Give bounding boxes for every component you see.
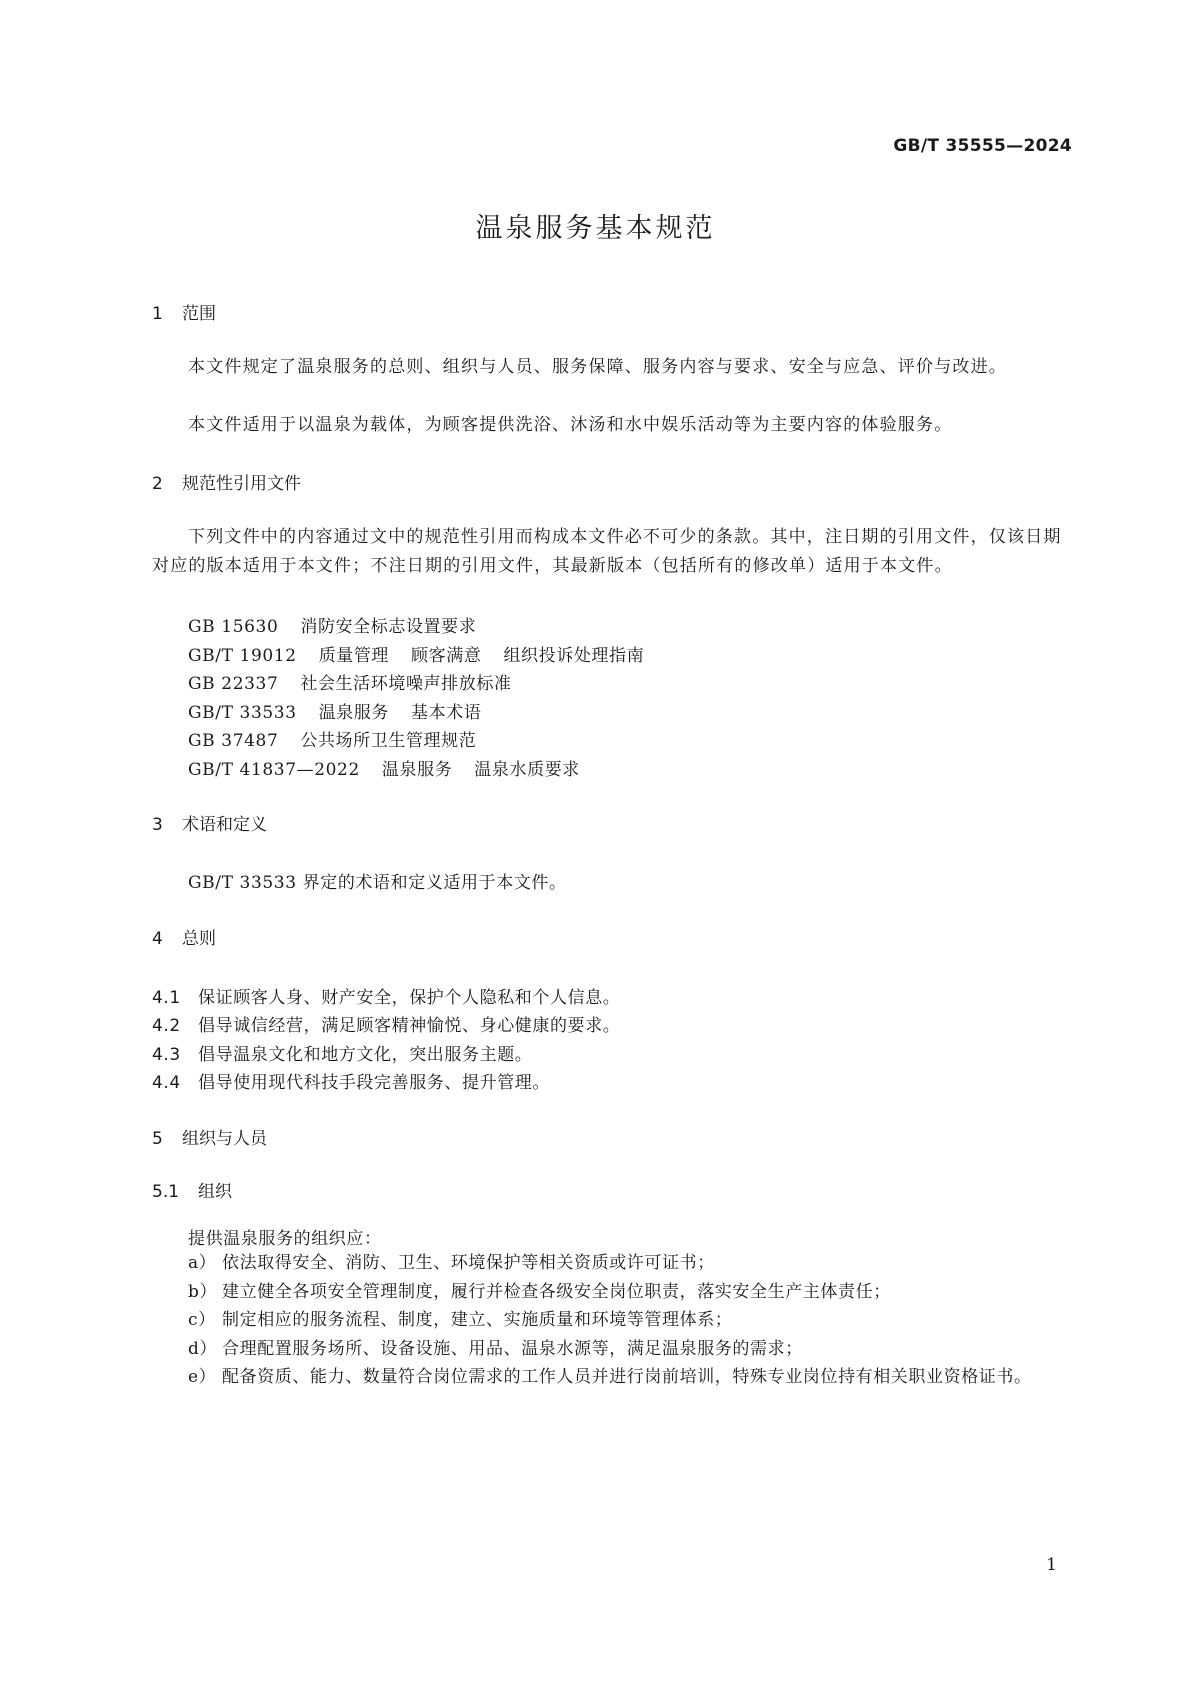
reference-title-part-2: 基本术语 [411,703,482,723]
reference-title: 消防安全标志设置要求 [300,617,477,637]
reference-item [188,726,476,751]
document-title: 温泉服务基本规范 [475,213,716,244]
subsection-5-1-heading [152,1177,232,1202]
subsection-title: 组织 [198,1182,232,1202]
section-number: 3 [152,815,163,835]
page-number: 1 [1046,1555,1057,1575]
list-text: 依法取得安全、消防、卫生、环境保护等相关资质或许可证书； [222,1253,715,1273]
section-number: 2 [152,474,163,494]
clause-text: 保证顾客人身、财产安全，保护个人隐私和个人信息。 [198,988,621,1008]
list-item [188,1248,1073,1278]
section-3-heading [152,810,267,835]
reference-title: 温泉服务 [318,703,390,723]
section-1-paragraph-2: 本文件适用于以温泉为载体，为顾客提供洗浴、沐汤和水中娱乐活动等为主要内容的体验服务。 [188,415,953,435]
clause-4-4 [152,1068,550,1093]
reference-code: GB 37487 [188,731,279,751]
section-title: 规范性引用文件 [182,474,301,494]
document-number: GB/T 35555—2024 [893,136,1072,156]
list-marker: b） [188,1282,218,1302]
section-2-heading [152,469,301,494]
list-item [188,1277,1073,1307]
reference-title: 公共场所卫生管理规范 [300,731,477,751]
list-text: 制定相应的服务流程、制度，建立、实施质量和环境等管理体系； [222,1310,733,1330]
section-2-paragraph-1: 下列文件中的内容通过文中的规范性引用而构成本文件必不可少的条款。其中，注日期的引用文件，仅该日期对应的版本适用于本文件；不注日期的引用文件，其最新版本（包括所有的修改单）适用于本文件。 [152,527,1062,576]
section-title: 总则 [182,929,216,949]
list-text: 配备资质、能力、数量符合岗位需求的工作人员并进行岗前培训，特殊专业岗位持有相关职业资格证书。 [222,1367,1032,1387]
reference-item [188,612,476,637]
reference-code: GB/T 33533 [188,703,297,723]
reference-item [188,669,512,694]
list-text: 建立健全各项安全管理制度，履行并检查各级安全岗位职责，落实安全生产主体责任； [222,1282,891,1302]
list-item [188,1362,1073,1392]
list-marker: a） [188,1253,217,1273]
clause-text: 倡导温泉文化和地方文化，突出服务主题。 [198,1045,533,1065]
reference-title: 质量管理 [318,646,390,666]
reference-code: GB/T 41837—2022 [188,760,360,780]
list-item [188,1334,1073,1364]
reference-title-part-2: 温泉水质要求 [474,760,580,780]
section-4-heading [152,924,216,949]
list-marker: c） [188,1310,216,1330]
reference-code: GB 22337 [188,674,279,694]
clause-number: 4.2 [152,1016,181,1036]
clause-text: 倡导使用现代科技手段完善服务、提升管理。 [198,1073,550,1093]
section-number: 1 [152,304,163,324]
reference-title: 社会生活环境噪声排放标准 [300,674,512,694]
clause-4-2 [152,1011,620,1036]
section-5-heading [152,1124,267,1149]
clause-number: 4.3 [152,1045,181,1065]
section-title: 范围 [182,304,216,324]
section-1-heading [152,299,216,324]
reference-item [188,698,481,723]
reference-item [188,641,644,666]
subsection-number: 5.1 [152,1182,180,1202]
section-3-paragraph-1: GB/T 33533 界定的术语和定义适用于本文件。 [188,873,567,893]
reference-title: 温泉服务 [381,760,453,780]
reference-code: GB 15630 [188,617,279,637]
list-item [188,1305,1073,1335]
clause-number: 4.1 [152,988,181,1008]
section-title: 术语和定义 [182,815,267,835]
section-number: 5 [152,1129,163,1149]
list-marker: e） [188,1367,217,1387]
section-title: 组织与人员 [182,1129,267,1149]
reference-title-part-3: 组织投诉处理指南 [503,646,645,666]
clause-number: 4.4 [152,1073,181,1093]
section-1-paragraph-1: 本文件规定了温泉服务的总则、组织与人员、服务保障、服务内容与要求、安全与应急、评价与改进。 [188,357,1007,377]
list-text: 合理配置服务场所、设备设施、用品、温泉水源等，满足温泉服务的需求； [222,1339,803,1359]
clause-4-1 [152,983,620,1008]
clause-4-3 [152,1040,532,1065]
list-marker: d） [188,1339,218,1359]
clause-text: 倡导诚信经营，满足顾客精神愉悦、身心健康的要求。 [198,1016,621,1036]
subsection-intro: 提供温泉服务的组织应： [188,1229,382,1249]
reference-code: GB/T 19012 [188,646,297,666]
section-number: 4 [152,929,163,949]
reference-item [188,755,580,780]
reference-title-part-2: 顾客满意 [411,646,482,666]
